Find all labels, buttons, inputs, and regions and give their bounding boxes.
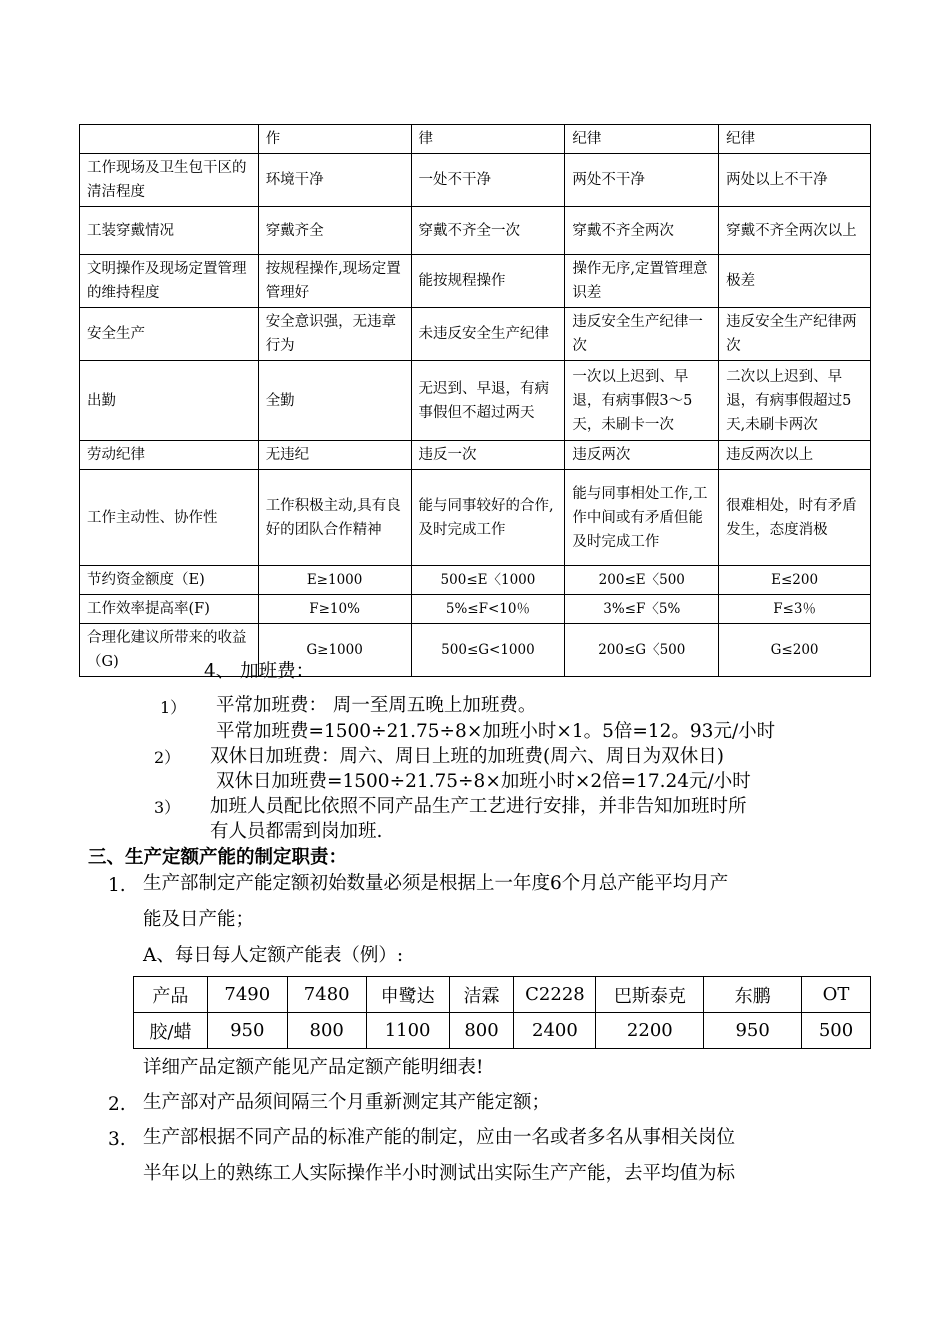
eval-table-criterion-cell: 安全生产 <box>80 308 259 361</box>
eval-table-cell: 200≤E〈500 <box>565 566 719 595</box>
quota-table-data-row <box>134 1013 871 1049</box>
section3-p1-line2: 能及日产能； <box>143 909 255 930</box>
eval-table-cell: 两处不干净 <box>565 154 719 207</box>
eval-table-cell: 很难相处，时有矛盾发生，态度消极 <box>719 470 871 566</box>
quota-value-cell: 950 <box>704 1013 802 1049</box>
eval-table-cell: E≤200 <box>719 566 871 595</box>
eval-table-cell: G≤200 <box>719 624 871 677</box>
eval-table-cell: 违反一次 <box>411 441 565 470</box>
eval-table-cell: 违反安全生产纪律两次 <box>719 308 871 361</box>
eval-table-cell: 违反安全生产纪律一次 <box>565 308 719 361</box>
eval-table-criterion-cell: 工作主动性、协作性 <box>80 470 259 566</box>
quota-header-cell: OT <box>802 977 871 1013</box>
section3-p1-number: 1. <box>108 875 126 896</box>
eval-table-cell: 无迟到、早退，有病事假但不超过两天 <box>411 361 565 441</box>
eval-table-criterion-cell: 工作效率提高率(F) <box>80 595 259 624</box>
eval-table-cell: F≥10% <box>258 595 411 624</box>
eval-table-cell: 两处以上不干净 <box>719 154 871 207</box>
eval-table-cell: 一次以上迟到、早退，有病事假3～5天，未刷卡一次 <box>565 361 719 441</box>
quota-value-cell: 500 <box>802 1013 871 1049</box>
eval-table-cell: 500≤G<1000 <box>411 624 565 677</box>
eval-table-row <box>80 624 871 677</box>
eval-table-cell: 纪律 <box>565 125 719 154</box>
eval-table-cell: 200≤G〈500 <box>565 624 719 677</box>
overtime-item1-number: 1） <box>160 698 187 717</box>
section3-p1-line1: 生产部制定产能定额初始数量必须是根据上一年度6个月总产能平均月产 <box>143 873 729 894</box>
quota-value-cell: 胶/蜡 <box>134 1013 208 1049</box>
eval-table-cell: 未违反安全生产纪律 <box>411 308 565 361</box>
eval-table-cell: 无违纪 <box>258 441 411 470</box>
quota-table-header-row <box>134 977 871 1013</box>
eval-table-criterion-cell: 工装穿戴情况 <box>80 207 259 255</box>
section3-p3-line1: 生产部根据不同产品的标准产能的制定，应由一名或者多名从事相关岗位 <box>143 1127 736 1148</box>
eval-table-cell: 违反两次 <box>565 441 719 470</box>
eval-table-row <box>80 154 871 207</box>
overtime-item1-text: 平常加班费： 周一至周五晚上加班费。 <box>216 695 537 716</box>
eval-table-cell: 全勤 <box>258 361 411 441</box>
quota-header-cell: 洁霖 <box>449 977 514 1013</box>
overtime-item3-text-line1: 加班人员配比依照不同产品生产工艺进行安排，并非告知加班时所 <box>210 796 747 817</box>
eval-table-cell: E≥1000 <box>258 566 411 595</box>
overtime-heading: 4、 加班费： <box>204 661 315 682</box>
eval-table-cell: 二次以上迟到、早退，有病事假超过5天,未刷卡两次 <box>719 361 871 441</box>
eval-table-cell: 5%≤F<10％ <box>411 595 565 624</box>
quota-value-cell: 1100 <box>366 1013 449 1049</box>
quota-value-cell: 800 <box>287 1013 366 1049</box>
eval-table-cell: 穿戴不齐全一次 <box>411 207 565 255</box>
eval-table-cell: 一处不干净 <box>411 154 565 207</box>
section3-p2-text: 生产部对产品须间隔三个月重新测定其产能定额； <box>143 1092 551 1113</box>
eval-table-criterion-cell: 合理化建议所带来的收益（G) <box>80 624 259 677</box>
quota-table-note: 详细产品定额产能见产品定额产能明细表! <box>143 1057 484 1078</box>
quota-header-cell: 巴斯泰克 <box>596 977 704 1013</box>
overtime-item3-text-line2: 有人员都需到岗加班. <box>210 821 383 842</box>
eval-table-cell: 能与同事相处工作,工作中间或有矛盾但能及时完成工作 <box>565 470 719 566</box>
eval-table-cell: 3%≤F〈5% <box>565 595 719 624</box>
eval-table-row <box>80 255 871 308</box>
eval-table-cell: 作 <box>258 125 411 154</box>
eval-table-criterion-cell <box>80 125 259 154</box>
eval-table-criterion-cell: 文明操作及现场定置管理的维持程度 <box>80 255 259 308</box>
eval-table-cell: 纪律 <box>719 125 871 154</box>
eval-table-cell: 穿戴不齐全两次以上 <box>719 207 871 255</box>
quota-value-cell: 2200 <box>596 1013 704 1049</box>
evaluation-table <box>79 124 871 677</box>
eval-table-cell: 穿戴不齐全两次 <box>565 207 719 255</box>
eval-table-cell: 穿戴齐全 <box>258 207 411 255</box>
quota-value-cell: 800 <box>449 1013 514 1049</box>
eval-table-row <box>80 441 871 470</box>
quota-value-cell: 950 <box>207 1013 287 1049</box>
eval-table-criterion-cell: 工作现场及卫生包干区的清洁程度 <box>80 154 259 207</box>
overtime-item3-number: 3） <box>154 798 181 817</box>
eval-table-cell: 工作积极主动,具有良好的团队合作精神 <box>258 470 411 566</box>
quota-header-cell: 申鹭达 <box>366 977 449 1013</box>
eval-table-cell: 按规程操作,现场定置管理好 <box>258 255 411 308</box>
eval-table-criterion-cell: 出勤 <box>80 361 259 441</box>
quota-header-cell: 东鹏 <box>704 977 802 1013</box>
quota-header-cell: 7490 <box>207 977 287 1013</box>
eval-table-row <box>80 207 871 255</box>
eval-table-cell: 律 <box>411 125 565 154</box>
overtime-item1-formula: 平常加班费=1500÷21.75÷8×加班小时×1。5倍=12。93元/小时 <box>216 721 776 742</box>
quota-header-cell: 产品 <box>134 977 208 1013</box>
overtime-item2-formula: 双休日加班费=1500÷21.75÷8×加班小时×2倍=17.24元/小时 <box>216 771 751 792</box>
eval-table-cell: F≤3％ <box>719 595 871 624</box>
section3-p3-line2: 半年以上的熟练工人实际操作半小时测试出实际生产产能，去平均值为标 <box>143 1163 736 1184</box>
eval-table-cell: 500≤E〈1000 <box>411 566 565 595</box>
section3-title: 三、生产定额产能的制定职责： <box>88 847 348 868</box>
eval-table-header-row <box>80 125 871 154</box>
eval-table-row <box>80 470 871 566</box>
eval-table-row <box>80 308 871 361</box>
section3-p3-number: 3. <box>108 1129 126 1150</box>
eval-table-cell: 违反两次以上 <box>719 441 871 470</box>
eval-table-row <box>80 566 871 595</box>
eval-table-criterion-cell: 节约资金额度（E) <box>80 566 259 595</box>
quota-table-caption: A、每日每人定额产能表（例）: <box>143 945 404 966</box>
eval-table-cell: 操作无序,定置管理意识差 <box>565 255 719 308</box>
overtime-item2-text: 双休日加班费：周六、周日上班的加班费(周六、周日为双休日) <box>210 746 724 767</box>
overtime-item2-number: 2） <box>154 748 181 767</box>
eval-table-cell: 能按规程操作 <box>411 255 565 308</box>
eval-table-cell: 环境干净 <box>258 154 411 207</box>
eval-table-cell: 极差 <box>719 255 871 308</box>
eval-table-row <box>80 595 871 624</box>
quota-table <box>133 976 871 1049</box>
eval-table-row <box>80 361 871 441</box>
quota-header-cell: C2228 <box>514 977 596 1013</box>
quota-header-cell: 7480 <box>287 977 366 1013</box>
eval-table-cell: G≥1000 <box>258 624 411 677</box>
eval-table-criterion-cell: 劳动纪律 <box>80 441 259 470</box>
quota-value-cell: 2400 <box>514 1013 596 1049</box>
section3-p2-number: 2. <box>108 1094 126 1115</box>
eval-table-cell: 能与同事较好的合作,及时完成工作 <box>411 470 565 566</box>
eval-table-cell: 安全意识强，无违章行为 <box>258 308 411 361</box>
